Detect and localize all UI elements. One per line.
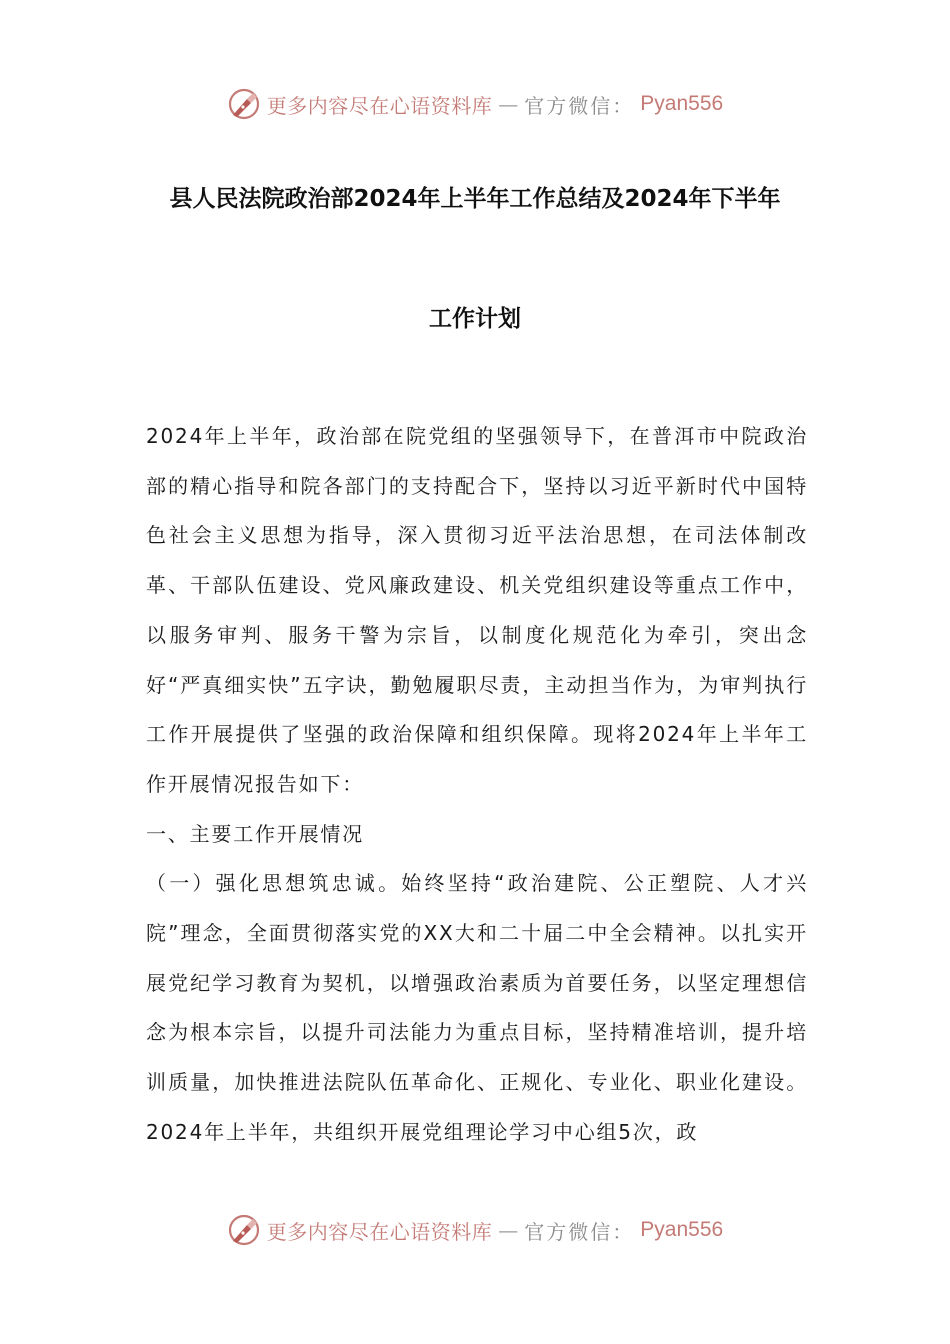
promo-text: 更多内容尽在心语资料库 bbox=[266, 93, 493, 118]
pen-nib-logo-icon bbox=[227, 1213, 261, 1247]
separator: — bbox=[498, 1218, 519, 1242]
wechat-id: Pyan556 bbox=[640, 92, 724, 115]
document-title-line2: 工作计划 bbox=[429, 306, 521, 332]
document-title-line1: 县人民法院政治部2024年上半年工作总结及2024年下半年 bbox=[169, 186, 781, 212]
separator: — bbox=[498, 92, 519, 116]
promo-text: 更多内容尽在心语资料库 bbox=[266, 1219, 493, 1244]
header-watermark bbox=[0, 82, 950, 126]
document-body bbox=[146, 412, 808, 1158]
pen-nib-logo-icon bbox=[227, 87, 261, 121]
wechat-label: 官方微信： bbox=[524, 93, 635, 118]
paragraph-section-1: （一）强化思想筑忠诚。始终坚持“政治建院、公正塑院、人才兴院”理念，全面贯彻落实党的XX大和二十届二中全会精神。以扎实开展党纪学习教育为契机，以增强政治素质为首要任务，以坚定理想信念为根本宗旨，以提升司法能力为重点目标，坚持精准培训，提升培训质量，加快推进法院队伍革命化、正规化、专业化、职业化建设。2024年上半年，共组织开展党组理论学习中心组5次，政 bbox=[146, 871, 808, 1144]
wechat-label: 官方微信： bbox=[524, 1219, 635, 1244]
wechat-id: Pyan556 bbox=[640, 1218, 724, 1241]
footer-watermark bbox=[0, 1208, 950, 1252]
paragraph-intro: 2024年上半年，政治部在院党组的坚强领导下，在普洱市中院政治部的精心指导和院各部门的支持配合下，坚持以习近平新时代中国特色社会主义思想为指导，深入贯彻习近平法治思想，在司法体制改革、干部队伍建设、党风廉政建设、机关党组织建设等重点工作中，以服务审判、服务干警为宗旨，以制度化规范化为牵引，突出念好“严真细实快”五字诀，勤勉履职尽责，主动担当作为，为审判执行工作开展提供了坚强的政治保障和组织保障。现将2024年上半年工作开展情况报告如下： bbox=[146, 424, 808, 796]
section-heading: 一、主要工作开展情况 bbox=[146, 821, 364, 846]
